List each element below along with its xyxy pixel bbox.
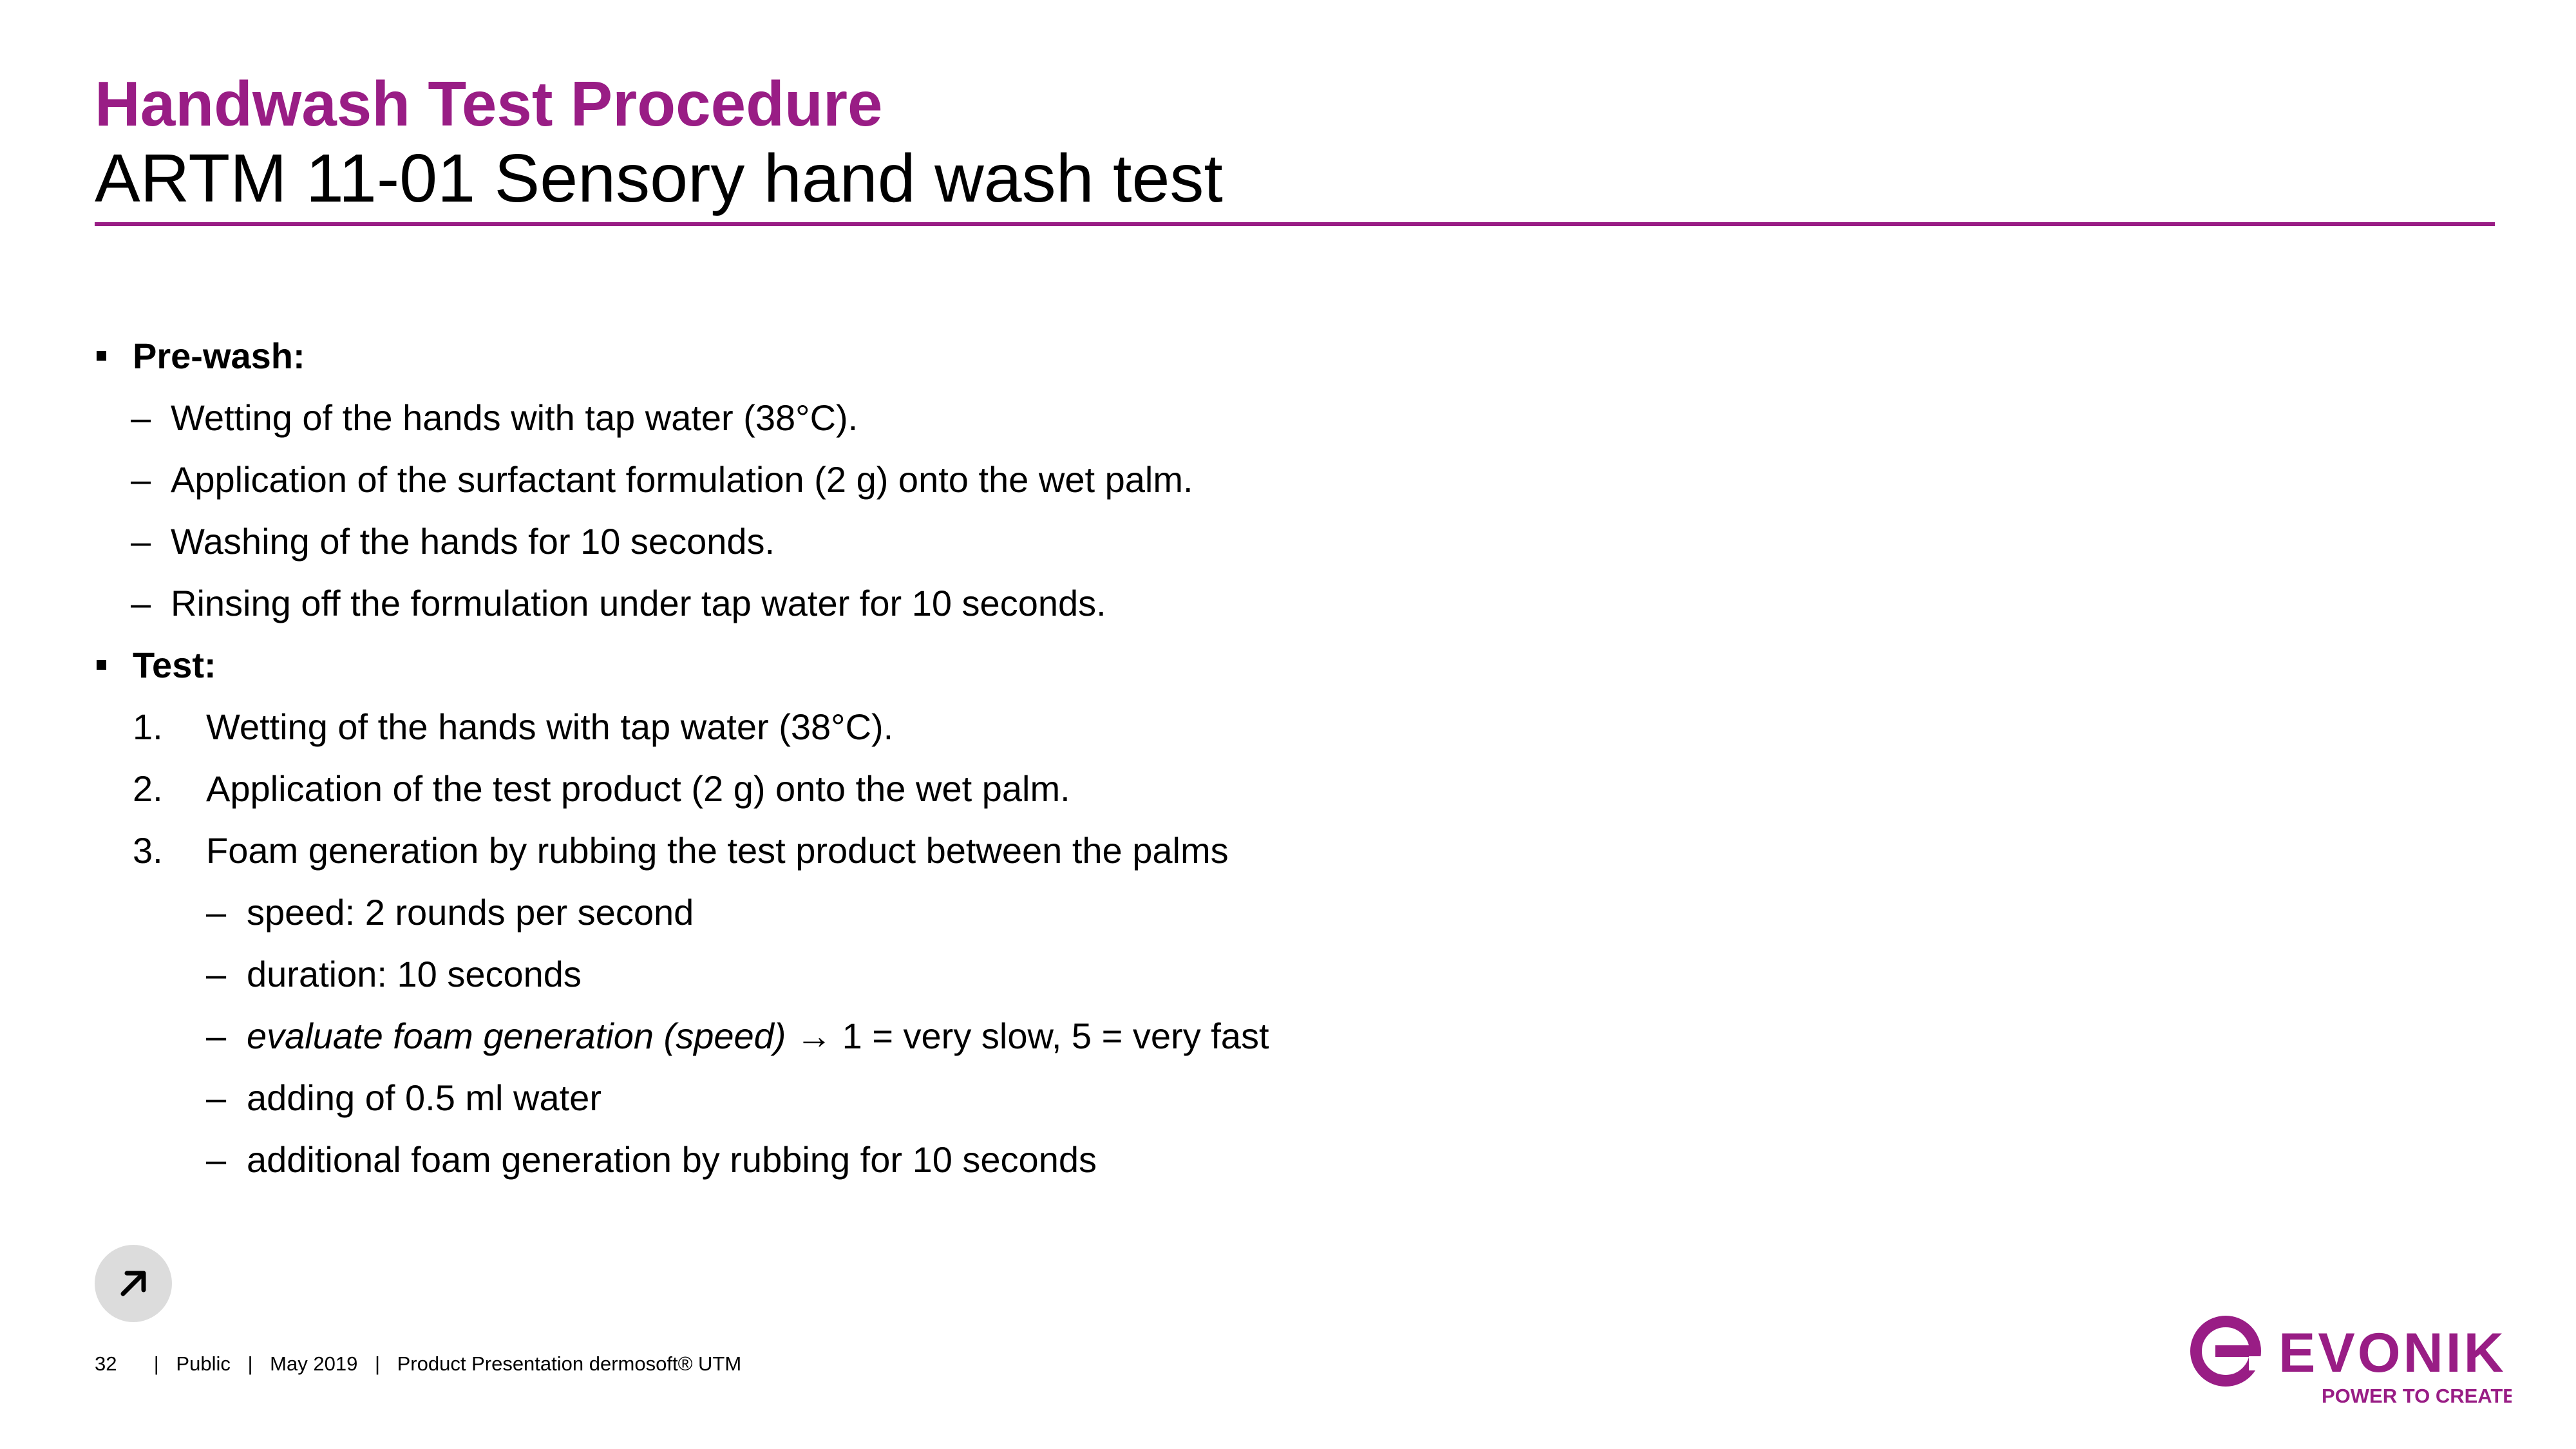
step-number: 3. (133, 830, 163, 871)
substep-item (95, 1074, 2284, 1135)
test-heading-row (95, 641, 2284, 703)
footer-separator: | (247, 1352, 253, 1375)
footer-separator: | (153, 1352, 159, 1375)
substep-text: speed: 2 rounds per second (247, 892, 694, 933)
list-item-text: Wetting of the hands with tap water (38°C). (171, 397, 858, 438)
substep-item (95, 888, 2284, 950)
dash-bullet: – (206, 892, 227, 933)
substep-item (95, 1012, 2284, 1074)
prewash-heading: Pre-wash: (133, 336, 305, 376)
slide-content (95, 332, 2284, 1197)
logo-wordmark: EVONIK (2278, 1322, 2506, 1384)
evaluate-italic-text: evaluate foam generation (speed) (247, 1016, 786, 1056)
evonik-logo (2190, 1314, 2512, 1410)
square-bullet-icon (97, 351, 106, 361)
step-number: 1. (133, 706, 163, 747)
list-item (95, 579, 2284, 641)
step-number: 2. (133, 768, 163, 809)
slide-subtitle: ARTM 11-01 Sensory hand wash test (95, 140, 1223, 216)
list-item-text: Washing of the hands for 10 seconds. (171, 521, 775, 562)
page-number: 32 (95, 1352, 117, 1375)
list-item (95, 455, 2284, 517)
substep-text: duration: 10 seconds (247, 954, 582, 994)
dash-bullet: – (206, 1016, 227, 1056)
substep-item (95, 950, 2284, 1012)
slide-title: Handwash Test Procedure (95, 68, 883, 139)
list-item (95, 393, 2284, 455)
logo-tagline: POWER TO CREATE (2322, 1385, 2512, 1407)
footer-separator: | (374, 1352, 380, 1375)
list-item-text: Application of the surfactant formulation (2 g) onto the wet palm. (171, 459, 1193, 500)
step-text: Foam generation by rubbing the test product between the palms (206, 830, 1229, 871)
list-item (95, 517, 2284, 579)
numbered-step (95, 764, 2284, 826)
dash-bullet: – (206, 954, 227, 994)
step-text: Application of the test product (2 g) onto the wet palm. (206, 768, 1070, 809)
title-divider (95, 222, 2495, 226)
dash-bullet: – (131, 521, 151, 562)
arrow-up-right-icon (95, 1245, 172, 1322)
footer-classification: Public (176, 1352, 231, 1375)
dash-bullet: – (131, 583, 151, 623)
evonik-logo-mark (2190, 1314, 2512, 1410)
step-text: Wetting of the hands with tap water (38°C). (206, 706, 894, 747)
numbered-step (95, 703, 2284, 764)
right-arrow-icon: → (796, 1016, 832, 1056)
dash-bullet: – (131, 397, 151, 438)
substep-item (95, 1135, 2284, 1197)
dash-bullet: – (206, 1077, 227, 1118)
nav-link-button[interactable] (95, 1245, 172, 1322)
prewash-heading-row (95, 332, 2284, 393)
square-bullet-icon (97, 660, 106, 670)
test-heading: Test: (133, 645, 216, 685)
numbered-step (95, 826, 2284, 888)
substep-text: adding of 0.5 ml water (247, 1077, 601, 1118)
footer-date: May 2019 (270, 1352, 358, 1375)
list-item-text: Rinsing off the formulation under tap water for 10 seconds. (171, 583, 1106, 623)
substep-evaluate (247, 1012, 1269, 1061)
evaluate-scale-text: 1 = very slow, 5 = very fast (842, 1016, 1269, 1056)
substep-text: additional foam generation by rubbing for 10 seconds (247, 1139, 1097, 1180)
slide-footer (95, 1352, 741, 1376)
dash-bullet: – (206, 1139, 227, 1180)
footer-presentation: Product Presentation dermosoft® UTM (397, 1352, 742, 1375)
dash-bullet: – (131, 459, 151, 500)
